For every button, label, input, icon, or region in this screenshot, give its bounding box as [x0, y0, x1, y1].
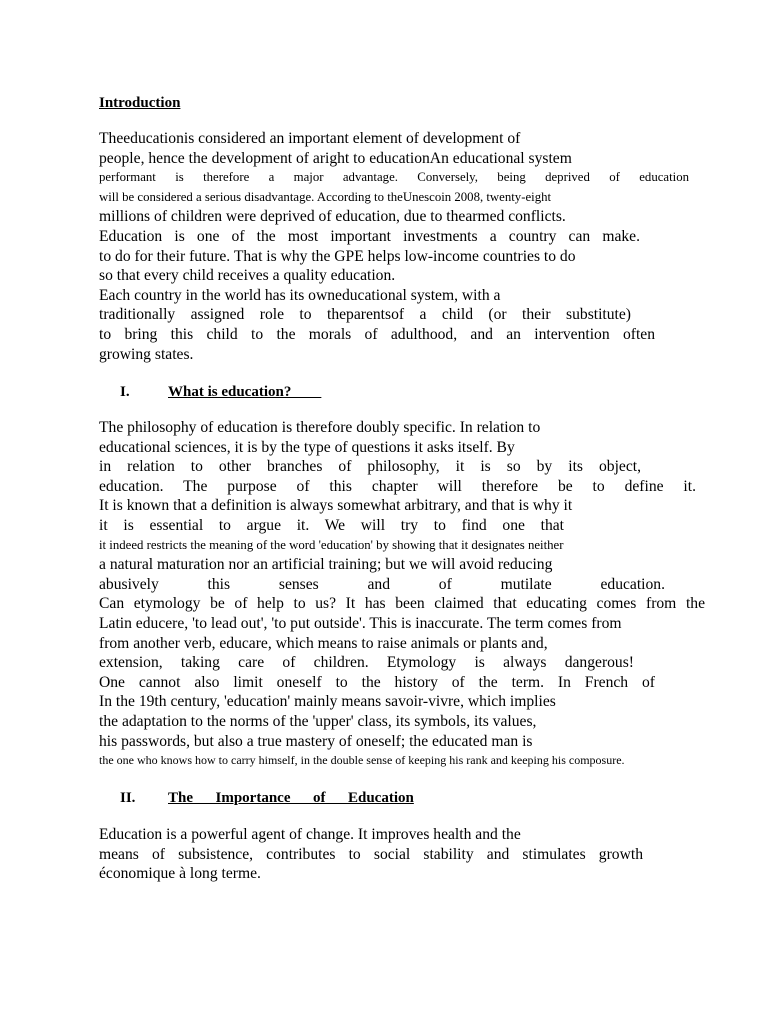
- introduction-heading: Introduction: [99, 95, 181, 111]
- text-line: extension, taking care of children. Etymology is always dangerous!: [99, 654, 634, 672]
- text-line: means of subsistence, contributes to social stability and stimulates growth: [99, 845, 643, 863]
- text-line: économique à long terme.: [99, 865, 261, 883]
- text-line: it indeed restricts the meaning of the word 'education' by showing that it designates neither: [99, 537, 564, 552]
- text-line: it is essential to argue it. We will try to find one that: [99, 516, 564, 534]
- section-1-title: What is education?: [168, 384, 322, 400]
- text-line: One cannot also limit oneself to the history of the term. In French of: [99, 673, 655, 691]
- text-line: The philosophy of education is therefore doubly specific. In relation to: [99, 419, 541, 436]
- text-line: education. The purpose of this chapter will therefore be to define it.: [99, 477, 696, 495]
- section-2-number: II.: [120, 790, 136, 806]
- text-line: so that every child receives a quality education.: [99, 267, 396, 285]
- section-2-title: The Importance of Education: [168, 790, 414, 806]
- introduction-paragraph: [99, 129, 709, 364]
- text-line: from another verb, educare, which means to raise animals or plants and,: [99, 634, 548, 652]
- text-line: In the 19th century, 'education' mainly means savoir-vivre, which implies: [99, 693, 556, 711]
- text-line: the adaptation to the norms of the 'upper' class, its symbols, its values,: [99, 712, 537, 730]
- text-line: abusively this senses and of mutilate education.: [99, 575, 665, 593]
- text-line: people, hence the development of aright to educationAn educational system: [99, 149, 572, 167]
- text-line: Latin educere, 'to lead out', 'to put outside'. This is inaccurate. The term comes from: [99, 614, 622, 632]
- text-line: the one who knows how to carry himself, in the double sense of keeping his rank and keeping his composure.: [99, 753, 625, 768]
- text-line: in relation to other branches of philosophy, it is so by its object,: [99, 458, 641, 476]
- text-line: will be considered a serious disadvantage. According to theUnescoin 2008, twenty-eight: [99, 189, 552, 204]
- section-1-paragraph: [99, 418, 709, 771]
- text-line: to bring this child to the morals of adulthood, and an intervention often: [99, 325, 655, 343]
- section-1-number: I.: [120, 384, 130, 400]
- section-2-paragraph: [99, 825, 709, 884]
- text-line: growing states.: [99, 345, 194, 363]
- text-line: educational sciences, it is by the type of questions it asks itself. By: [99, 438, 515, 456]
- text-line: performant is therefore a major advantage. Conversely, being deprived of education: [99, 170, 689, 185]
- text-line: Theeducationis considered an important element of development of: [99, 130, 521, 147]
- text-line: Education is a powerful agent of change. It improves health and the: [99, 826, 521, 843]
- text-line: to do for their future. That is why the GPE helps low-income countries to do: [99, 247, 576, 265]
- text-line: a natural maturation nor an artificial training; but we will avoid reducing: [99, 556, 553, 574]
- text-line: his passwords, but also a true mastery of oneself; the educated man is: [99, 732, 533, 750]
- text-line: Education is one of the most important investments a country can make.: [99, 227, 640, 245]
- text-line: traditionally assigned role to theparentsof a child (or their substitute): [99, 306, 631, 324]
- text-line: millions of children were deprived of education, due to thearmed conflicts.: [99, 208, 566, 226]
- text-line: It is known that a definition is always somewhat arbitrary, and that is why it: [99, 497, 573, 515]
- text-line: Each country in the world has its owneducational system, with a: [99, 286, 501, 304]
- text-line: Can etymology be of help to us? It has been claimed that educating comes from the: [99, 595, 705, 613]
